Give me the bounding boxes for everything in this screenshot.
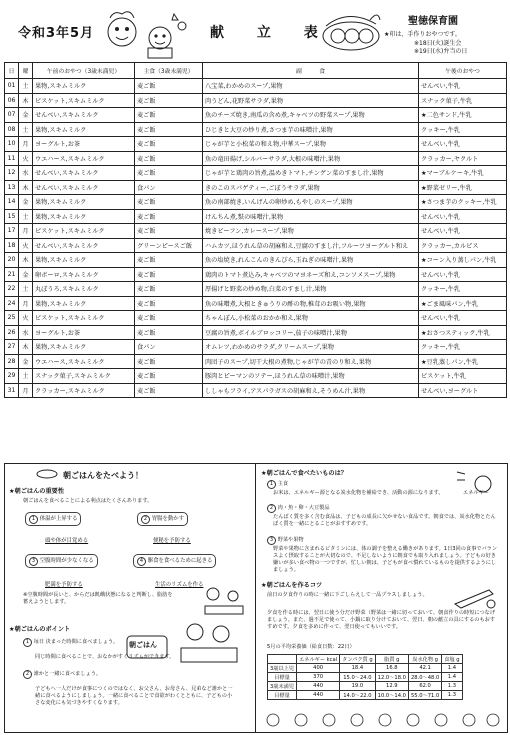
pm-snack-cell: クラッカー,カルピス: [419, 238, 507, 253]
point-detail: 同じ時間に食べることで、おなかがすくリズムができます。: [35, 654, 175, 660]
section-divider: [255, 464, 256, 732]
am-snack-cell: 果物,スキムミルク: [33, 340, 135, 355]
staple-cell: 食パン: [135, 180, 203, 195]
knife-illustration: [451, 584, 499, 610]
pm-snack-cell: せんべい,牛乳: [419, 137, 507, 152]
am-snack-cell: 果物,スキムミルク: [33, 122, 135, 137]
note-line: ※18日(火)誕生会: [414, 39, 462, 47]
side-dish-cell: ひじきと大豆の炒り煮,さつま芋の味噌汁,果物: [203, 122, 419, 137]
nutrition-cell: 400: [297, 664, 340, 673]
nutrition-cell: 440: [297, 691, 340, 700]
weekday-cell: 土: [19, 122, 33, 137]
column-header: 副 食: [203, 63, 419, 79]
day-cell: 28: [5, 354, 19, 369]
am-snack-cell: ウエハース,スキムミルク: [33, 354, 135, 369]
benefit-result: 生活のリズムを作る: [155, 582, 204, 588]
side-dish-cell: 厚揚げと野菜の炒め物,白菜のすまし汁,果物: [203, 282, 419, 297]
benefit-result: 便秘を予防する: [153, 538, 191, 544]
nutrition-cell: 440: [297, 682, 340, 691]
table-row: [5, 151, 507, 166]
point-text: 誰かと一緒に食べましょう。: [33, 671, 102, 677]
staple-cell: 麦ご飯: [135, 369, 203, 384]
weekday-cell: 月: [19, 296, 33, 311]
nutrition-cell: 62.0: [408, 682, 441, 691]
am-snack-cell: 丸ぼうろ,スキムミルク: [33, 282, 135, 297]
side-dish-cell: けんちん煮,麩の味噌汁,果物: [203, 209, 419, 224]
am-snack-cell: 果物,スキムミルク: [33, 195, 135, 210]
menu-table: [4, 62, 507, 398]
staple-cell: 麦ご飯: [135, 282, 203, 297]
side-dish-cell: 魚の味噌煮,大根ときゅうりの酢の物,椎茸のお吸い物,果物: [203, 296, 419, 311]
pm-snack-cell: ★二色サンド,牛乳: [419, 108, 507, 123]
nutrition-row: [268, 691, 463, 700]
weekday-cell: 木: [19, 253, 33, 268]
weekday-cell: 火: [19, 238, 33, 253]
number-2-icon: 2: [23, 670, 32, 679]
side-dish-cell: 鶏肉のトマト煮込み,キャベツのマヨネーズ和え,コンソメスープ,果物: [203, 267, 419, 282]
staple-cell: 麦ご飯: [135, 383, 203, 398]
item-text: お米は、エネルギー源となる炭水化物を補給でき、活動の源になります。: [273, 490, 444, 496]
weekday-cell: 土: [19, 369, 33, 384]
pm-snack-cell: せんべい,牛乳: [419, 311, 507, 326]
pm-snack-cell: ★コーン入り蒸しパン,牛乳: [419, 253, 507, 268]
staple-cell: 麦ご飯: [135, 267, 203, 282]
item-3: [267, 536, 304, 545]
am-snack-cell: 果物,スキムミルク: [33, 209, 135, 224]
table-header-row: [5, 63, 507, 79]
table-row: [5, 180, 507, 195]
plate-icon: [35, 466, 59, 480]
am-snack-cell: せんべい,スキムミルク: [33, 180, 135, 195]
nutrition-table: [267, 654, 463, 700]
am-snack-cell: せんべい,スキムミルク: [33, 166, 135, 181]
day-cell: 20: [5, 253, 19, 268]
benefit-box: [137, 512, 188, 526]
nutrition-cell: 14.0〜22.0: [340, 691, 376, 700]
table-row: [5, 93, 507, 108]
nutrition-cell: 12.9: [375, 682, 408, 691]
staple-cell: グリーンピースご飯: [135, 238, 203, 253]
weekday-cell: 火: [19, 151, 33, 166]
pm-snack-cell: ★豆乳蒸しパン,牛乳: [419, 354, 507, 369]
staple-cell: 麦ご飯: [135, 209, 203, 224]
nutrition-row: [268, 682, 463, 691]
day-cell: 01: [5, 79, 19, 94]
side-dish-cell: オムレツ,わかめのサラダ,クリームスープ,果物: [203, 340, 419, 355]
point-2: [23, 670, 101, 679]
importance-intro: 朝ごはんを食べることによる利点はたくさんあります。: [23, 498, 153, 504]
am-snack-cell: ビスケット,スキムミルク: [33, 93, 135, 108]
weekday-cell: 土: [19, 282, 33, 297]
menu-month: 令和3年5月: [18, 26, 95, 41]
weekday-cell: 木: [19, 340, 33, 355]
am-snack-cell: 果物,スキムミルク: [33, 79, 135, 94]
number-1-icon: 1: [267, 480, 276, 489]
side-dish-cell: 魚の南部焼き,いんげんの卵炒め,もやしのスープ,果物: [203, 195, 419, 210]
note-line: ※19日(水)弁当の日: [414, 48, 468, 55]
item-heading: 主食: [277, 481, 289, 487]
nutrition-column-header: [268, 655, 297, 664]
table-row: [5, 282, 507, 297]
breakfast-sticker: 朝ごはん: [129, 641, 157, 649]
benefit-box: [25, 512, 81, 526]
column-header: 日: [5, 63, 19, 79]
column-header: 午前のおやつ（3歳未満児）: [33, 63, 135, 79]
column-header: 午後のおやつ: [419, 63, 507, 79]
side-dish-cell: じゃが芋と小松菜の和え物,中華スープ,果物: [203, 137, 419, 152]
table-row: [5, 238, 507, 253]
number-2-icon: 2: [267, 504, 276, 513]
weekday-cell: 木: [19, 180, 33, 195]
table-row: [5, 137, 507, 152]
nutrition-cell: 3歳以上児: [268, 664, 297, 673]
side-dish-cell: ハムカツ,ほうれん草の胡麻和え,豆腐のすまし汁,フルーツヨーグルト和え: [203, 238, 419, 253]
flower-border-decoration: [261, 712, 501, 728]
weekday-cell: 金: [19, 195, 33, 210]
day-cell: 18: [5, 238, 19, 253]
side-dish-cell: 八宝菜,わかめのスープ,果物: [203, 79, 419, 94]
am-snack-cell: ウエハース,スキムミルク: [33, 151, 135, 166]
nutrition-cell: 目標量: [268, 673, 297, 682]
pm-snack-cell: せんべい,牛乳: [419, 209, 507, 224]
fasting-note: ※空腹時間が長いと、からだは飢餓状態になると判断し、脂肪を蓄えようとします。: [23, 592, 173, 605]
am-snack-cell: せんべい,スキムミルク: [33, 238, 135, 253]
table-row: [5, 195, 507, 210]
table-row: [5, 224, 507, 239]
day-cell: 12: [5, 166, 19, 181]
pm-snack-cell: せんべい,牛乳: [419, 224, 507, 239]
table-row: [5, 340, 507, 355]
am-snack-cell: クラッカー,スキムミルク: [33, 383, 135, 398]
staple-cell: 食パン: [135, 340, 203, 355]
nutrition-column-header: タンパク質 g: [340, 655, 376, 664]
column-header: 曜: [19, 63, 33, 79]
point-text: 毎日 決まった時間に食べましょう。: [33, 639, 119, 645]
number-1-icon: 1: [23, 638, 32, 647]
benefit-box: [25, 554, 98, 568]
vegetable-illustration: [318, 6, 384, 56]
side-dish-cell: 肉うどん,花野菜サラダ,果物: [203, 93, 419, 108]
tips-heading: ★朝ごはんを作るコツ: [261, 582, 323, 589]
pm-snack-cell: クッキー,牛乳: [419, 122, 507, 137]
weekday-cell: 月: [19, 383, 33, 398]
am-snack-cell: ヨーグルト,お茶: [33, 325, 135, 340]
nutrition-title: 5月の平均栄養価（給食日数：22日）: [267, 644, 355, 650]
nutrition-cell: 1.4: [442, 664, 462, 673]
pm-snack-cell: せんべい,牛乳: [419, 267, 507, 282]
staple-cell: 麦ご飯: [135, 253, 203, 268]
staple-cell: 麦ご飯: [135, 195, 203, 210]
staple-cell: 麦ご飯: [135, 311, 203, 326]
pm-snack-cell: ★おさつスティック,牛乳: [419, 325, 507, 340]
nutrition-cell: 19.0: [340, 682, 376, 691]
pm-snack-cell: ★ごま風味パン,牛乳: [419, 296, 507, 311]
note-line: ★印は、手作りおやつです。: [384, 31, 461, 38]
staple-cell: 麦ご飯: [135, 93, 203, 108]
item-heading: 肉・魚・卵・大豆製品: [277, 505, 330, 511]
number-1-icon: 1: [29, 515, 38, 524]
table-row: [5, 325, 507, 340]
am-snack-cell: せんべい,スキムミルク: [33, 108, 135, 123]
benefit-text: 体温が上昇する: [39, 516, 78, 522]
energy-label: エネルギー: [463, 490, 489, 496]
item-2: [267, 504, 330, 513]
pm-snack-cell: クラッカー,ヤクルト: [419, 151, 507, 166]
number-2-icon: 2: [141, 515, 150, 524]
am-snack-cell: ビスケット,スキムミルク: [33, 224, 135, 239]
day-cell: 10: [5, 137, 19, 152]
pm-snack-cell: せんべい,ヨーグルト: [419, 383, 507, 398]
day-cell: 07: [5, 108, 19, 123]
day-cell: 08: [5, 122, 19, 137]
staple-cell: 麦ご飯: [135, 296, 203, 311]
table-row: [5, 209, 507, 224]
am-snack-cell: 卵ボーロ,スキムミルク: [33, 267, 135, 282]
header-notes: [384, 31, 467, 57]
nutrition-cell: 370: [297, 673, 340, 682]
family-illustration: [201, 584, 247, 618]
breakfast-banner: 朝ごはんをたべよう！: [63, 471, 143, 480]
day-cell: 14: [5, 195, 19, 210]
item-heading: 野菜や果物: [277, 537, 304, 543]
nutrition-cell: 28.0〜48.0: [408, 673, 441, 682]
header: [0, 0, 510, 62]
benefit-text: 空腹時間が少なくなる: [39, 558, 94, 564]
point-1: [23, 638, 118, 647]
side-dish-cell: 肉団子のスープ,切干大根の煮物,じゃが芋の青のり和え,果物: [203, 354, 419, 369]
nutrition-cell: 3歳未満児: [268, 682, 297, 691]
benefit-result: 頭や体が目覚める: [45, 538, 89, 544]
nutrition-column-header: 脂質 g: [375, 655, 408, 664]
pm-snack-cell: クッキー,牛乳: [419, 282, 507, 297]
pm-snack-cell: スナック菓子,牛乳: [419, 93, 507, 108]
nutrition-cell: 16.8: [375, 664, 408, 673]
table-row: [5, 166, 507, 181]
weekday-cell: 金: [19, 267, 33, 282]
item-text: 野菜や果物に含まれるビタミンには、体の調子を整える働きがあります。1日3回の食事でバランスよく摂取することが大切なので、不足しないように朝食でも取り入れましょう。子どもの好き嫌いが多い食べ物の一つですが、忙しい朝は、子どもが食べ慣れているものを提供するようにしましょう。: [273, 546, 498, 573]
table-row: [5, 253, 507, 268]
pm-snack-cell: せんべい,牛乳: [419, 79, 507, 94]
table-row: [5, 369, 507, 384]
table-row: [5, 383, 507, 398]
importance-heading: ★朝ごはんの重要性: [9, 488, 65, 495]
side-dish-cell: 豚肉とピーマンのソテー,ほうれん草の味噌汁,果物: [203, 369, 419, 384]
side-dish-cell: きのこのスパゲティー,ごぼうサラダ,果物: [203, 180, 419, 195]
weekday-cell: 月: [19, 224, 33, 239]
benefit-text: 胃腸を動かす: [151, 516, 185, 522]
day-cell: 29: [5, 369, 19, 384]
children-illustration: [100, 4, 190, 60]
benefit-box: [133, 554, 216, 568]
table-row: [5, 311, 507, 326]
nutrition-cell: 10.0〜14.0: [375, 691, 408, 700]
nutrition-column-header: 炭水化物 g: [408, 655, 441, 664]
benefit-result: 肥満を予防する: [45, 582, 83, 588]
table-row: [5, 267, 507, 282]
staple-cell: 麦ご飯: [135, 151, 203, 166]
side-dish-cell: 魚の竜田揚げ,シルバーサラダ,大根の味噌汁,果物: [203, 151, 419, 166]
staple-cell: 麦ご飯: [135, 224, 203, 239]
weekday-cell: 火: [19, 311, 33, 326]
pm-snack-cell: ビスケット,牛乳: [419, 369, 507, 384]
nutrition-row: [268, 664, 463, 673]
table-row: [5, 122, 507, 137]
page-title: 献 立 表: [210, 25, 332, 41]
am-snack-cell: ビスケット,スキムミルク: [33, 311, 135, 326]
nutrition-cell: 目標量: [268, 691, 297, 700]
nutrition-cell: 12.0〜18.0: [375, 673, 408, 682]
column-header: 主食（3歳未満児）: [135, 63, 203, 79]
side-dish-cell: じゃが芋と鶏肉の旨煮,温めきトマト,チンゲン菜のすまし汁,果物: [203, 166, 419, 181]
pm-snack-cell: ★マーブルケーキ,牛乳: [419, 166, 507, 181]
weekday-cell: 月: [19, 137, 33, 152]
number-3-icon: 3: [267, 536, 276, 545]
table-row: [5, 108, 507, 123]
table-row: [5, 296, 507, 311]
weekday-cell: 金: [19, 108, 33, 123]
weekday-cell: 水: [19, 166, 33, 181]
nutrition-cell: 15.0〜24.0: [340, 673, 376, 682]
am-snack-cell: スナック菓子,スキムミルク: [33, 369, 135, 384]
staple-cell: 麦ご飯: [135, 137, 203, 152]
nutrition-cell: 55.0〜71.0: [408, 691, 441, 700]
weekday-cell: 土: [19, 79, 33, 94]
staple-cell: 麦ご飯: [135, 108, 203, 123]
table-row: [5, 79, 507, 94]
benefit-text: 駆食を食べるために起きる: [147, 558, 213, 564]
tips-detail: 夕食を作る時には、翌日に使う分だけ野菜（野菜は一緒に切っておいて、朝食作りの時短につなげましょう。また、過不足で使って、小鍋に取り分けておいて、翌日、朝の献立の具にするのもおすすめです。夕食を多めに作って、翌日使ってもいいです。: [267, 610, 496, 630]
number-3-icon: 3: [29, 557, 38, 566]
what-to-eat-heading: ★朝ごはんで食べたいものは？: [261, 470, 347, 477]
side-dish-cell: 魚のチーズ焼き,南瓜の含め煮,キャベツの野菜スープ,果物: [203, 108, 419, 123]
pm-snack-cell: ★野菜ゼリー,牛乳: [419, 180, 507, 195]
day-cell: 17: [5, 224, 19, 239]
nutrition-cell: 18.4: [340, 664, 376, 673]
number-4-icon: 4: [137, 557, 146, 566]
table-row: [5, 354, 507, 369]
weekday-cell: 金: [19, 354, 33, 369]
day-cell: 27: [5, 340, 19, 355]
pm-snack-cell: ★さつま芋のクッキー,牛乳: [419, 195, 507, 210]
item-text: たんぱく質を多く含む食品は、子どもの成長に欠かせない食品です。朝食では、炭水化物とたんぱく質を一緒にとることがおすすめです。: [273, 514, 496, 527]
day-cell: 06: [5, 93, 19, 108]
pm-snack-cell: クッキー,牛乳: [419, 340, 507, 355]
item-1: [267, 480, 288, 489]
staple-cell: 麦ご飯: [135, 79, 203, 94]
day-cell: 15: [5, 209, 19, 224]
breakfast-info-section: [4, 463, 508, 733]
side-dish-cell: 豆腐の旨煮,ボイルブロッコリー,茄子の味噌汁,果物: [203, 325, 419, 340]
side-dish-cell: ちゃんぽん,小松菜のおかか和え,果物: [203, 311, 419, 326]
weekday-cell: 木: [19, 93, 33, 108]
points-heading: ★朝ごはんのポイント: [9, 626, 71, 633]
staple-cell: 麦ご飯: [135, 325, 203, 340]
day-cell: 22: [5, 282, 19, 297]
day-cell: 25: [5, 311, 19, 326]
nutrition-header-row: [268, 655, 463, 664]
staple-cell: 麦ご飯: [135, 122, 203, 137]
nutrition-column-header: エネルギー kcal: [297, 655, 340, 664]
point-detail: 子どもへ一人だけが食事につくのではなく、お父さん、お母さん、兄弟など誰かと一緒に食べるようにしましょう。一緒に食べることで食欲がわくとともに、子どもの小さな変化にも気づきやすくなります。: [35, 686, 233, 706]
day-cell: 31: [5, 383, 19, 398]
side-dish-cell: 魚の塩焼き,れんこんのきんぴら,玉ねぎの味噌汁,果物: [203, 253, 419, 268]
side-dish-cell: ししゃもフライ,アスパラガスの胡麻和え,そうめん汁,果物: [203, 383, 419, 398]
nutrition-cell: 1.4: [442, 673, 462, 682]
weekday-cell: 水: [19, 325, 33, 340]
side-dish-cell: 焼きビーフン,カレースープ,果物: [203, 224, 419, 239]
school-name: 聖徳保育園: [408, 16, 458, 27]
day-cell: 21: [5, 267, 19, 282]
am-snack-cell: ヨーグルト,お茶: [33, 137, 135, 152]
day-cell: 13: [5, 180, 19, 195]
weekday-cell: 土: [19, 209, 33, 224]
nutrition-row: [268, 673, 463, 682]
nutrition-cell: 1.3: [442, 691, 462, 700]
day-cell: 11: [5, 151, 19, 166]
staple-cell: 麦ご飯: [135, 166, 203, 181]
am-snack-cell: 果物,スキムミルク: [33, 253, 135, 268]
staple-cell: 麦ご飯: [135, 354, 203, 369]
nutrition-cell: 42.1: [408, 664, 441, 673]
nutrition-cell: 1.3: [442, 682, 462, 691]
day-cell: 26: [5, 325, 19, 340]
tips-text: 前日の夕食作りの時に一緒に下ごしらえして一品プラスしましょう。: [267, 592, 428, 598]
day-cell: 24: [5, 296, 19, 311]
nutrition-column-header: 食塩 g: [442, 655, 462, 664]
am-snack-cell: 果物,スキムミルク: [33, 296, 135, 311]
